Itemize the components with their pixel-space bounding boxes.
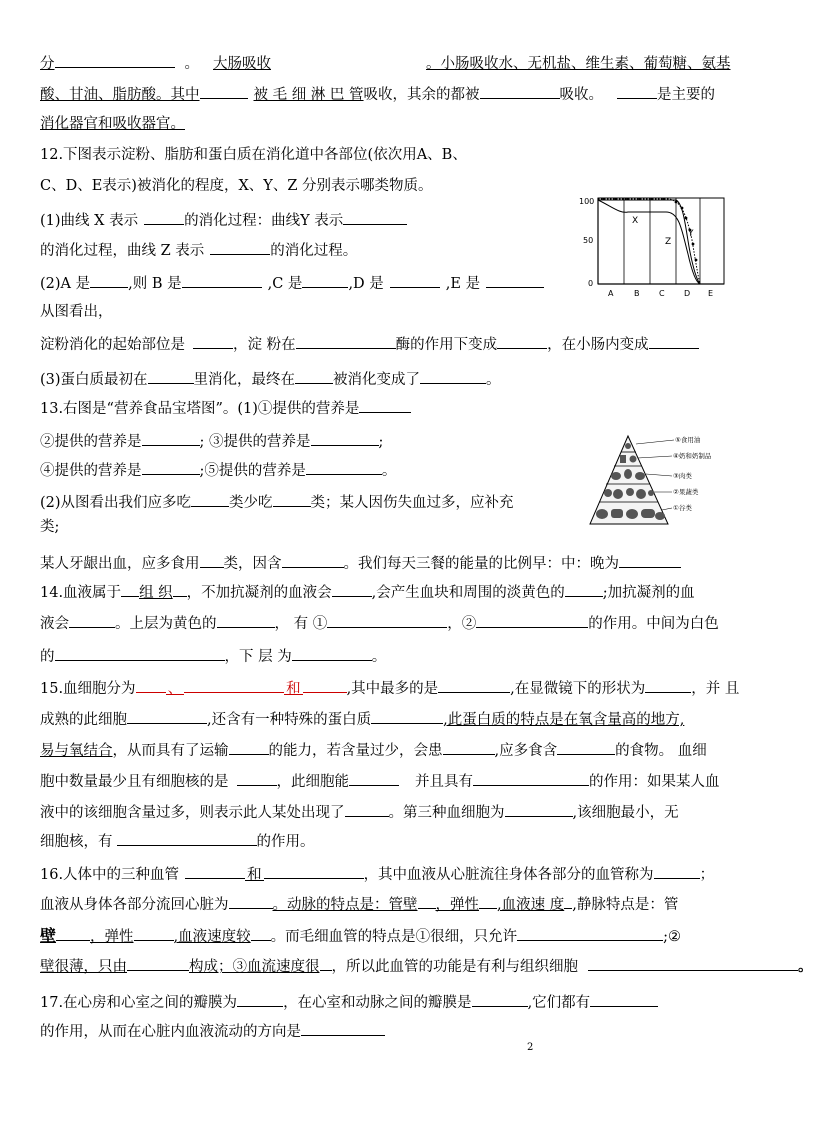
blank[interactable] [148,368,194,384]
pyramid-label-3: ③肉类 [673,472,692,480]
q12-line-5 [40,272,544,294]
q12-line-6 [40,302,113,322]
text-line-3 [40,114,185,134]
q12-line-7 [40,333,699,355]
text: ，并 且 [691,681,740,697]
text: 被消化变成了 [333,372,421,388]
blank[interactable] [332,581,372,597]
blank[interactable] [273,491,311,507]
y-tick-50: 50 [583,236,594,245]
text: (1)曲线 X 表示 [40,213,139,229]
blank[interactable] [237,991,283,1007]
q14-line-2 [40,612,719,634]
curve-label-z: Z [665,237,672,247]
blank[interactable] [645,677,691,693]
blank[interactable] [193,333,233,349]
q16-line-3 [40,925,681,947]
blank[interactable] [184,677,284,693]
text: ; ③提供的营养是 [199,434,311,450]
text: ,在显微镜下的形状为 [510,681,646,697]
text: ,其中最多的是 [346,681,439,697]
text: 酶的作用下变成 [395,337,498,353]
blank[interactable] [476,612,588,628]
blank[interactable] [438,677,510,693]
blank[interactable] [303,677,347,693]
text: ，在小肠内变成 [547,337,649,353]
text: 。我们每天三餐的能量的比例早：中：晚为 [343,556,619,572]
text: 吸收。 [559,87,604,103]
text: 的作用。中间为白色 [588,616,719,632]
blank[interactable] [55,52,175,68]
blank[interactable] [264,863,364,879]
pyramid-label-2: ②果蔬类 [673,488,699,496]
blank[interactable] [327,612,447,628]
blank[interactable] [282,552,344,568]
blank[interactable] [127,955,189,971]
blank[interactable] [390,272,440,288]
graph-frame [598,198,724,284]
pyramid-label-4: ④奶和奶制品 [673,452,712,460]
text: ,静脉特点是：管 [572,897,679,913]
food-pyramid [586,432,746,528]
text: ，其中血液从心脏流往身体各部分的血管称为 [363,867,654,883]
text: ;⑤提供的营养是 [199,463,306,479]
text: ； [699,867,715,883]
blank[interactable] [311,430,379,446]
q15-line-3 [40,739,707,761]
blank[interactable] [217,612,275,628]
text: ,C 是 [267,276,303,292]
text: ,应多食含 [494,743,558,759]
blank[interactable] [557,739,615,755]
q15-line-2 [40,708,684,730]
text: 的作用，从而在心脏内血液流动的方向是 [40,1024,301,1040]
text-line-1 [40,52,731,74]
curve-label-y: Y [688,229,694,239]
blank[interactable] [479,893,497,909]
q12-line-8 [40,368,501,390]
q12-line-3 [40,209,407,231]
text: 胞中数量最少且有细胞核的是 [40,774,229,790]
text-line-2 [40,83,715,105]
page-number: 2 [527,1042,534,1053]
q17-line-1 [40,991,658,1013]
blank[interactable] [200,83,248,99]
pyramid-label-5: ⑤食用油 [675,436,701,444]
q12-line-4 [40,239,357,261]
text: ，淀 粉在 [233,337,296,353]
text: ， 有 ① [274,616,328,632]
text: 13.右图是“营养食品宝塔图”。(1)①提供的营养是 [40,401,360,417]
text: ;② [663,929,682,945]
text: 消化器官和吸收器官。 [40,116,185,132]
text: 。动脉的特点是：管壁 [272,897,418,913]
text: 的 [40,649,55,665]
text: (2)A 是 [40,276,91,292]
text: ,E 是 [445,276,481,292]
blank[interactable] [144,209,184,225]
blank[interactable] [349,770,399,786]
q16-line-1 [40,863,714,885]
blank[interactable] [420,368,486,384]
text: 和 [247,867,262,883]
blank[interactable] [517,925,663,941]
text: ; [378,434,384,450]
text: ,它们都有 [527,995,591,1011]
text: 类，因含 [223,556,282,572]
blank[interactable] [480,83,560,99]
text: (2)从图看出我们应多吃 [40,495,192,511]
text: ，此细胞能 [276,774,349,790]
curve-label-x: X [632,216,639,226]
text: 12.下图表示淀粉、脂肪和蛋白质在消化道中各部位(依次用A、B、 [40,147,467,163]
pyramid-label-1: ①谷类 [673,504,692,512]
text: 17.在心房和心室之间的瓣膜为 [40,995,238,1011]
q14-line-3 [40,645,386,667]
blank[interactable] [121,581,139,597]
text: 和 [286,681,301,697]
text: ,血液速 度 [497,897,565,913]
blank[interactable] [301,1020,385,1036]
text: ，② [447,616,477,632]
blank[interactable] [306,459,382,475]
text: 壁很薄，只由 [40,959,127,975]
text: 。而毛细血管的特点是①很细，只允许 [270,929,518,945]
blank[interactable] [296,333,396,349]
y-tick-0: 0 [588,279,594,288]
text: ，弹性 [435,897,479,913]
blank[interactable] [229,893,273,909]
text: 构成；③血流速度很 [189,959,320,975]
text: ，在心室和动脉之间的瓣膜是 [283,995,472,1011]
text: 。 [184,56,199,72]
blank[interactable] [565,581,603,597]
text: 。 [371,649,387,665]
text: 。第三种血细胞为 [388,805,505,821]
blank[interactable] [142,430,200,446]
text: 的作用。 [256,834,315,850]
blank[interactable] [617,83,657,99]
text: ，下 层 为 [224,649,292,665]
text: 类；某人因伤失血过多，应补充 [310,495,514,511]
text: 易与氧结合 [40,743,113,759]
q13-line-6 [40,552,681,574]
q16-line-2 [40,893,678,915]
blank[interactable] [69,612,115,628]
text: ;加抗凝剂的血 [602,585,695,601]
blank[interactable] [90,272,128,288]
text: (3)蛋白质最初在 [40,372,148,388]
text: 14.血液属于 [40,585,122,601]
blank[interactable] [497,333,547,349]
blank[interactable] [56,925,90,941]
blank[interactable] [619,552,681,568]
text: 、 [167,681,183,697]
text: 的消化过程：曲线Y 表示 [184,213,344,229]
blank[interactable] [588,955,798,971]
x-label-c: C [659,289,665,298]
blank[interactable] [654,863,700,879]
x-label-d: D [684,289,691,298]
text: ，所以此血管的功能是有利与组织细胞 [331,959,578,975]
q13-line-2 [40,430,383,452]
text: 淀粉消化的起始部位是 [40,337,185,353]
blank[interactable] [343,209,407,225]
text: ,D 是 [348,276,384,292]
text: 。上层为黄色的 [115,616,217,632]
blank[interactable] [473,770,589,786]
q15-line-4 [40,770,720,792]
text: 从图看出， [40,304,113,320]
blank[interactable] [302,272,348,288]
text: 壁 [40,926,57,945]
x-label-a: A [608,289,614,298]
blank[interactable] [418,893,436,909]
blank[interactable] [251,925,271,941]
text: 的作用：如果某人血 [589,774,720,790]
text: 类; [40,519,60,535]
blank[interactable] [185,863,245,879]
text: 并且具有 [415,774,473,790]
text: 液会 [40,616,69,632]
q15-line-5 [40,801,679,823]
blank[interactable] [359,397,411,413]
digestion-graph [576,192,736,304]
q12-line-1 [40,145,467,165]
text: 组 织 [139,585,173,601]
blank[interactable] [345,801,389,817]
text: 类少吃 [229,495,273,511]
text: 16.人体中的三种血管 [40,867,180,883]
text: ，从而具有了运输 [112,743,229,759]
blank[interactable] [295,368,333,384]
text: ,该细胞最小，无 [572,805,679,821]
x-label-b: B [634,289,640,298]
y-tick-100: 100 [579,197,595,206]
blank[interactable] [210,239,270,255]
text: 的能力，若含量过少，会患 [268,743,443,759]
text: 吸收，其余的都被 [363,87,480,103]
q13-line-5 [40,517,59,537]
text: 酸、甘油、脂肪酸。其中 [40,87,200,103]
text: 是主要的 [657,87,716,103]
text: 里消化，最终在 [193,372,296,388]
blank[interactable] [142,459,200,475]
text: ②提供的营养是 [40,434,142,450]
text: 细胞核，有 [40,834,113,850]
text: 。 [798,958,813,975]
blank[interactable] [237,770,277,786]
blank[interactable] [136,677,166,693]
blank[interactable] [292,645,372,661]
q15-line-6 [40,830,315,852]
text: 分 [40,56,55,72]
text: 血液从身体各部分流回心脏为 [40,897,229,913]
text: 成熟的此细胞 [40,712,127,728]
text: 。 [486,372,501,388]
text: ,则 B 是 [128,276,182,292]
text: 15.血细胞分为 [40,681,136,697]
x-label-e: E [708,289,714,298]
blank[interactable] [127,708,207,724]
blank[interactable] [229,739,269,755]
q14-line-1 [40,581,695,603]
blank[interactable] [443,739,495,755]
blank[interactable] [173,581,187,597]
blank[interactable] [117,830,257,846]
text: ④提供的营养是 [40,463,142,479]
blank[interactable] [191,491,229,507]
text: ，弹性 [90,929,134,945]
text: ,还含有一种特殊的蛋白质 [207,712,372,728]
text: ,血液速度较 [173,929,251,945]
text: ,会产生血块和周围的淡黄色的 [371,585,565,601]
blank[interactable] [590,991,658,1007]
text: 液中的该细胞含量过多，则表示此人某处出现了 [40,805,345,821]
blank[interactable] [505,801,573,817]
blank[interactable] [134,925,174,941]
q16-line-4 [40,955,813,977]
text: ，不加抗凝剂的血液会 [186,585,332,601]
blank[interactable] [371,708,443,724]
blank[interactable] [200,552,224,568]
q13-line-1 [40,397,411,419]
q15-line-1 [40,677,739,699]
text: 的消化过程。 [270,243,358,259]
q17-line-2 [40,1020,385,1042]
text: 某人牙龈出血，应多食用 [40,556,200,572]
blank[interactable] [649,333,699,349]
q12-line-2 [40,176,433,196]
text: 的食物。 血细 [615,743,707,759]
text: 的消化过程，曲线 Z 表示 [40,243,205,259]
blank[interactable] [182,272,262,288]
blank[interactable] [472,991,528,1007]
text: C、D、E表示)被消化的程度，X、Y、Z 分别表示哪类物质。 [40,178,433,194]
text: 大肠吸收 [213,56,271,72]
blank[interactable] [320,955,332,971]
blank[interactable] [486,272,544,288]
blank[interactable] [55,645,225,661]
text: 。 [381,463,397,479]
q13-line-3 [40,459,396,481]
text: ,此蛋白质的特点是在氧含量高的地方, [443,712,685,728]
q13-line-4 [40,491,514,513]
text: 被 毛 细 淋 巴 管 [253,87,364,103]
text: 。小肠吸收水、无机盐、维生素、葡萄糖、氨基 [426,56,731,72]
